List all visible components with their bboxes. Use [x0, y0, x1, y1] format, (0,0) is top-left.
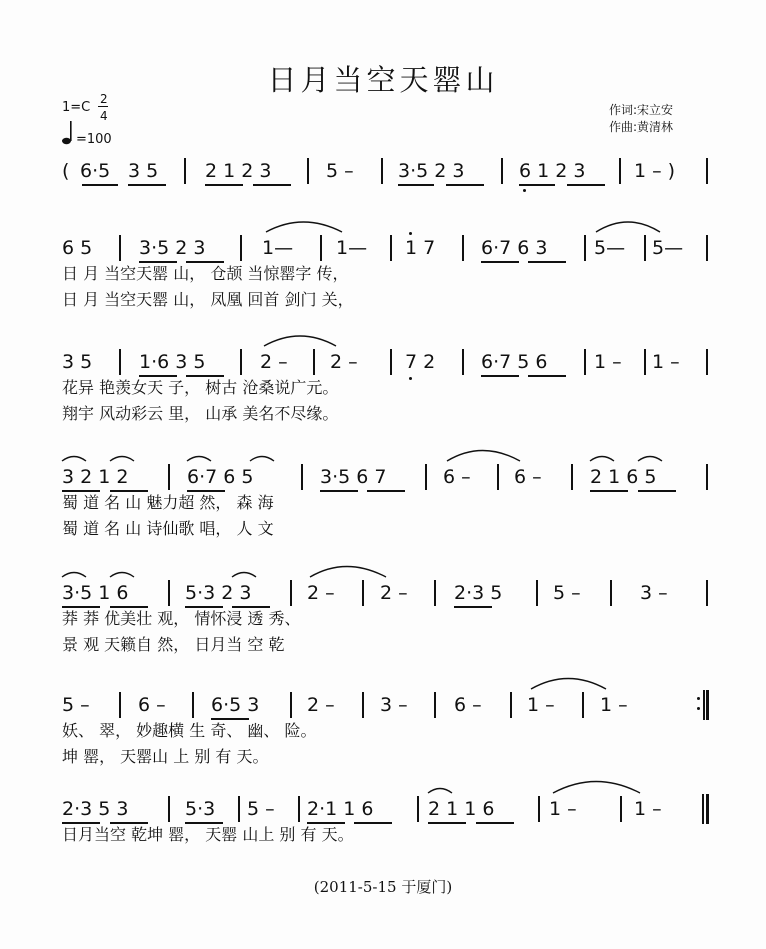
- measure: 1—: [336, 237, 368, 259]
- measure: 5—: [652, 237, 684, 259]
- measure: 3·5 1 6: [62, 582, 129, 604]
- intro-measure: 3 5: [128, 160, 159, 182]
- measure: 6·7 6 5: [187, 466, 254, 488]
- tie-arc: [638, 457, 662, 462]
- measure: 6 –: [138, 694, 166, 716]
- lyrics-verse-2: 景 观 天籁自 然， 日月当 空 乾: [62, 635, 285, 654]
- tie-arc: [232, 573, 256, 578]
- measure: 5 –: [553, 582, 581, 604]
- intro-open-paren: (: [62, 160, 70, 182]
- measure: 1 –: [527, 694, 555, 716]
- tie-arc: [266, 222, 342, 232]
- lyrics-verse-2: 蜀 道 名 山 诗仙歌 唱， 人 文: [62, 519, 274, 538]
- lyrics-verse-1: 妖、 翠， 妙趣横 生 奇、 幽、 险。: [62, 721, 317, 740]
- measure: 3·5 6 7: [320, 466, 387, 488]
- measure: 2 –: [307, 582, 335, 604]
- measure: 1 7: [405, 237, 436, 259]
- tie-arc: [110, 457, 134, 462]
- tie-arc: [187, 457, 211, 462]
- tie-arc: [310, 567, 386, 578]
- measure: 1 –: [600, 694, 628, 716]
- intro-measure: 1 – ): [634, 160, 676, 182]
- tie-arc: [250, 457, 274, 462]
- lyrics-verse-2: 坤 罂， 天罂山 上 别 有 天。: [62, 747, 269, 766]
- intro-measure: 5 –: [326, 160, 354, 182]
- measure: 1·6 3 5: [139, 351, 206, 373]
- tie-arc: [553, 782, 640, 794]
- measure: 3 –: [640, 582, 668, 604]
- lyrics-verse-2: 日 月 当空天罂 山， 凤凰 回首 剑门 关，: [62, 290, 354, 309]
- lyrics-verse-1: 莽 莽 优美壮 观， 情怀浸 透 秀、: [62, 609, 301, 628]
- measure: 2 1 6 5: [590, 466, 657, 488]
- date-note: (2011-5-15 于厦门): [313, 878, 453, 896]
- intro-measure: 3·5 2 3: [398, 160, 465, 182]
- tie-arc: [590, 457, 614, 462]
- measure: 3 2 1 2: [62, 466, 129, 488]
- measure: 7 2: [405, 351, 436, 373]
- measure: 1—: [262, 237, 294, 259]
- measure: 2 1 1 6: [428, 798, 495, 820]
- page-title: 日月当空天罂山: [267, 63, 499, 97]
- measure: 5 –: [247, 798, 275, 820]
- time-signature-top: 2: [100, 92, 108, 106]
- lyricist-credit: 作词:宋立安: [609, 103, 674, 117]
- measure: 2 –: [307, 694, 335, 716]
- measure: 3 –: [380, 694, 408, 716]
- lyrics-verse-1: 花异 艳羡女天 子， 树古 沧桑说广元。: [62, 378, 339, 397]
- tie-arc: [264, 336, 336, 346]
- lyrics-verse-1: 蜀 道 名 山 魅力超 然， 森 海: [62, 493, 274, 512]
- measure: 6 –: [443, 466, 471, 488]
- measure: 6 5: [62, 237, 93, 259]
- lyrics-verse-2: 翔宇 风动彩云 里， 山承 美名不尽缘。: [62, 404, 339, 423]
- measure: 2·3 5 3: [62, 798, 129, 820]
- measure: 3 5: [62, 351, 93, 373]
- tie-arc: [447, 451, 520, 462]
- tie-arc: [110, 573, 134, 578]
- measure: 1 –: [634, 798, 662, 820]
- tie-arc: [62, 573, 86, 578]
- measure: 1 –: [594, 351, 622, 373]
- measure: 2 –: [260, 351, 288, 373]
- measure: 2·1 1 6: [307, 798, 374, 820]
- tie-arc: [428, 789, 452, 794]
- measure: 2 –: [330, 351, 358, 373]
- measure: 6·5 3: [211, 694, 260, 716]
- lyrics-verse-1: 日月当空 乾坤 罂， 天罂 山上 别 有 天。: [62, 825, 354, 844]
- composer-credit: 作曲:黄清林: [609, 120, 674, 134]
- measure: 1 –: [549, 798, 577, 820]
- measure: 2·3 5: [454, 582, 503, 604]
- tie-arc: [596, 222, 660, 232]
- measure: 5·3: [185, 798, 216, 820]
- measure: 6 –: [514, 466, 542, 488]
- intro-measure: 6·5: [80, 160, 111, 182]
- measure: 2 –: [380, 582, 408, 604]
- tempo-marking: =100: [76, 132, 112, 147]
- intro-measure: 2 1 2 3: [205, 160, 272, 182]
- tie-arc: [531, 679, 606, 690]
- measure: 5 –: [62, 694, 90, 716]
- intro-measure: 6 1 2 3: [519, 160, 586, 182]
- measure: 5·3 2 3: [185, 582, 252, 604]
- measure: 1 –: [652, 351, 680, 373]
- measure: 6·7 5 6: [481, 351, 548, 373]
- measure: 6·7 6 3: [481, 237, 548, 259]
- measure: 6 –: [454, 694, 482, 716]
- measure: 3·5 2 3: [139, 237, 206, 259]
- tie-arc: [62, 457, 86, 462]
- key-signature: 1=C: [62, 100, 91, 115]
- lyrics-verse-1: 日 月 当空天罂 山， 仓颉 当惊罂字 传，: [62, 264, 349, 283]
- measure: 5—: [594, 237, 626, 259]
- time-signature-bottom: 4: [100, 109, 108, 123]
